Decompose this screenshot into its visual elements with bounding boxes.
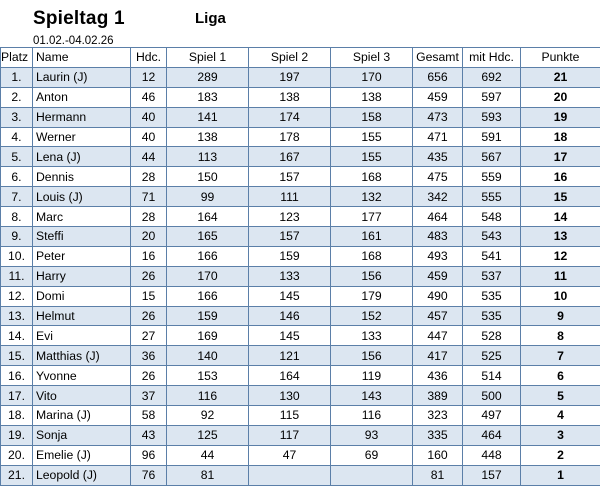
cell-points: 3 bbox=[521, 425, 600, 445]
cell-place: 12. bbox=[1, 286, 33, 306]
cell-points: 1 bbox=[521, 465, 600, 485]
table-row bbox=[1, 167, 600, 187]
table-row bbox=[1, 346, 600, 366]
cell-total: 447 bbox=[413, 326, 463, 346]
table-row bbox=[1, 286, 600, 306]
cell-total-with-handicap: 559 bbox=[463, 167, 521, 187]
cell-total: 493 bbox=[413, 246, 463, 266]
cell-handicap: 16 bbox=[131, 246, 167, 266]
cell-total: 436 bbox=[413, 366, 463, 386]
cell-name: Laurin (J) bbox=[33, 67, 131, 87]
cell-game-1: 166 bbox=[167, 286, 249, 306]
cell-total-with-handicap: 525 bbox=[463, 346, 521, 366]
results-table bbox=[0, 47, 600, 486]
header-game-3: Spiel 3 bbox=[331, 48, 413, 68]
cell-total: 464 bbox=[413, 207, 463, 227]
cell-game-2: 121 bbox=[249, 346, 331, 366]
cell-game-3: 119 bbox=[331, 366, 413, 386]
cell-place: 10. bbox=[1, 246, 33, 266]
cell-total: 81 bbox=[413, 465, 463, 485]
cell-total: 459 bbox=[413, 87, 463, 107]
cell-total: 473 bbox=[413, 107, 463, 127]
cell-game-2: 157 bbox=[249, 167, 331, 187]
cell-game-2: 157 bbox=[249, 227, 331, 247]
cell-points: 10 bbox=[521, 286, 600, 306]
cell-place: 11. bbox=[1, 266, 33, 286]
cell-game-1: 159 bbox=[167, 306, 249, 326]
cell-total-with-handicap: 500 bbox=[463, 386, 521, 406]
cell-name: Anton bbox=[33, 87, 131, 107]
cell-game-3: 69 bbox=[331, 445, 413, 465]
cell-place: 19. bbox=[1, 425, 33, 445]
cell-game-3: 158 bbox=[331, 107, 413, 127]
cell-name: Emelie (J) bbox=[33, 445, 131, 465]
league-label: Liga bbox=[195, 10, 226, 27]
cell-total: 656 bbox=[413, 67, 463, 87]
cell-total: 417 bbox=[413, 346, 463, 366]
cell-game-3: 133 bbox=[331, 326, 413, 346]
cell-game-1: 183 bbox=[167, 87, 249, 107]
cell-game-2: 130 bbox=[249, 386, 331, 406]
cell-game-2: 159 bbox=[249, 246, 331, 266]
cell-place: 9. bbox=[1, 227, 33, 247]
table-row bbox=[1, 87, 600, 107]
header-handicap: Hdc. bbox=[131, 48, 167, 68]
cell-points: 18 bbox=[521, 127, 600, 147]
cell-handicap: 40 bbox=[131, 107, 167, 127]
cell-game-2: 115 bbox=[249, 406, 331, 426]
cell-handicap: 37 bbox=[131, 386, 167, 406]
cell-game-3: 132 bbox=[331, 187, 413, 207]
cell-place: 16. bbox=[1, 366, 33, 386]
cell-game-1: 99 bbox=[167, 187, 249, 207]
cell-total: 457 bbox=[413, 306, 463, 326]
cell-game-1: 169 bbox=[167, 326, 249, 346]
cell-total-with-handicap: 543 bbox=[463, 227, 521, 247]
cell-game-2: 174 bbox=[249, 107, 331, 127]
cell-points: 5 bbox=[521, 386, 600, 406]
results-table-body bbox=[1, 67, 600, 485]
cell-points: 17 bbox=[521, 147, 600, 167]
cell-total-with-handicap: 535 bbox=[463, 306, 521, 326]
cell-points: 4 bbox=[521, 406, 600, 426]
cell-points: 12 bbox=[521, 246, 600, 266]
cell-game-1: 153 bbox=[167, 366, 249, 386]
cell-game-2: 138 bbox=[249, 87, 331, 107]
cell-place: 14. bbox=[1, 326, 33, 346]
cell-total: 471 bbox=[413, 127, 463, 147]
table-row bbox=[1, 366, 600, 386]
table-row bbox=[1, 425, 600, 445]
cell-total-with-handicap: 555 bbox=[463, 187, 521, 207]
cell-name: Hermann bbox=[33, 107, 131, 127]
cell-name: Werner bbox=[33, 127, 131, 147]
cell-total: 335 bbox=[413, 425, 463, 445]
cell-game-1: 166 bbox=[167, 246, 249, 266]
cell-handicap: 28 bbox=[131, 207, 167, 227]
cell-place: 5. bbox=[1, 147, 33, 167]
cell-points: 7 bbox=[521, 346, 600, 366]
cell-place: 21. bbox=[1, 465, 33, 485]
cell-game-3: 156 bbox=[331, 266, 413, 286]
header-points: Punkte bbox=[521, 48, 600, 68]
cell-game-2: 117 bbox=[249, 425, 331, 445]
cell-name: Evi bbox=[33, 326, 131, 346]
table-row bbox=[1, 207, 600, 227]
cell-game-1: 150 bbox=[167, 167, 249, 187]
cell-game-1: 113 bbox=[167, 147, 249, 167]
cell-game-1: 164 bbox=[167, 207, 249, 227]
cell-total-with-handicap: 535 bbox=[463, 286, 521, 306]
cell-total: 459 bbox=[413, 266, 463, 286]
cell-game-3: 179 bbox=[331, 286, 413, 306]
cell-game-2 bbox=[249, 465, 331, 485]
cell-handicap: 28 bbox=[131, 167, 167, 187]
cell-points: 21 bbox=[521, 67, 600, 87]
table-row bbox=[1, 107, 600, 127]
cell-handicap: 27 bbox=[131, 326, 167, 346]
cell-total: 342 bbox=[413, 187, 463, 207]
date-range: 01.02.-04.02.26 bbox=[33, 35, 114, 47]
cell-total-with-handicap: 497 bbox=[463, 406, 521, 426]
cell-game-2: 146 bbox=[249, 306, 331, 326]
cell-game-1: 125 bbox=[167, 425, 249, 445]
cell-handicap: 26 bbox=[131, 366, 167, 386]
cell-points: 8 bbox=[521, 326, 600, 346]
cell-place: 1. bbox=[1, 67, 33, 87]
cell-game-3 bbox=[331, 465, 413, 485]
cell-total-with-handicap: 514 bbox=[463, 366, 521, 386]
cell-points: 19 bbox=[521, 107, 600, 127]
cell-total: 475 bbox=[413, 167, 463, 187]
cell-name: Steffi bbox=[33, 227, 131, 247]
cell-total-with-handicap: 448 bbox=[463, 445, 521, 465]
header-place: Platz bbox=[1, 48, 33, 68]
cell-points: 14 bbox=[521, 207, 600, 227]
cell-game-3: 138 bbox=[331, 87, 413, 107]
cell-name: Harry bbox=[33, 266, 131, 286]
table-row bbox=[1, 187, 600, 207]
cell-game-3: 161 bbox=[331, 227, 413, 247]
cell-name: Marina (J) bbox=[33, 406, 131, 426]
cell-game-3: 93 bbox=[331, 425, 413, 445]
cell-handicap: 76 bbox=[131, 465, 167, 485]
cell-total-with-handicap: 692 bbox=[463, 67, 521, 87]
cell-name: Lena (J) bbox=[33, 147, 131, 167]
cell-place: 15. bbox=[1, 346, 33, 366]
table-row bbox=[1, 326, 600, 346]
table-row bbox=[1, 445, 600, 465]
cell-place: 8. bbox=[1, 207, 33, 227]
cell-points: 2 bbox=[521, 445, 600, 465]
cell-handicap: 15 bbox=[131, 286, 167, 306]
cell-game-3: 156 bbox=[331, 346, 413, 366]
table-row bbox=[1, 386, 600, 406]
cell-total: 323 bbox=[413, 406, 463, 426]
cell-game-1: 116 bbox=[167, 386, 249, 406]
cell-place: 20. bbox=[1, 445, 33, 465]
cell-game-3: 155 bbox=[331, 147, 413, 167]
cell-points: 15 bbox=[521, 187, 600, 207]
header-total: Gesamt bbox=[413, 48, 463, 68]
cell-total: 389 bbox=[413, 386, 463, 406]
table-row bbox=[1, 147, 600, 167]
cell-game-1: 170 bbox=[167, 266, 249, 286]
table-header-row bbox=[1, 48, 600, 68]
table-row bbox=[1, 465, 600, 485]
cell-game-3: 116 bbox=[331, 406, 413, 426]
cell-handicap: 43 bbox=[131, 425, 167, 445]
header-name: Name bbox=[33, 48, 131, 68]
cell-handicap: 26 bbox=[131, 266, 167, 286]
cell-game-3: 168 bbox=[331, 167, 413, 187]
cell-name: Louis (J) bbox=[33, 187, 131, 207]
cell-game-1: 138 bbox=[167, 127, 249, 147]
cell-total-with-handicap: 567 bbox=[463, 147, 521, 167]
cell-place: 6. bbox=[1, 167, 33, 187]
cell-name: Matthias (J) bbox=[33, 346, 131, 366]
cell-game-3: 152 bbox=[331, 306, 413, 326]
header-total-with-handicap: mit Hdc. bbox=[463, 48, 521, 68]
cell-points: 11 bbox=[521, 266, 600, 286]
cell-name: Dennis bbox=[33, 167, 131, 187]
cell-game-2: 167 bbox=[249, 147, 331, 167]
cell-handicap: 71 bbox=[131, 187, 167, 207]
cell-total-with-handicap: 597 bbox=[463, 87, 521, 107]
cell-game-2: 197 bbox=[249, 67, 331, 87]
cell-game-1: 141 bbox=[167, 107, 249, 127]
cell-game-1: 81 bbox=[167, 465, 249, 485]
cell-handicap: 12 bbox=[131, 67, 167, 87]
table-row bbox=[1, 406, 600, 426]
cell-game-2: 47 bbox=[249, 445, 331, 465]
cell-game-2: 178 bbox=[249, 127, 331, 147]
cell-game-2: 111 bbox=[249, 187, 331, 207]
cell-name: Domi bbox=[33, 286, 131, 306]
cell-game-1: 92 bbox=[167, 406, 249, 426]
cell-game-1: 140 bbox=[167, 346, 249, 366]
table-row bbox=[1, 227, 600, 247]
cell-name: Helmut bbox=[33, 306, 131, 326]
cell-total-with-handicap: 528 bbox=[463, 326, 521, 346]
cell-total-with-handicap: 591 bbox=[463, 127, 521, 147]
cell-game-3: 143 bbox=[331, 386, 413, 406]
cell-game-1: 289 bbox=[167, 67, 249, 87]
cell-name: Peter bbox=[33, 246, 131, 266]
cell-total: 490 bbox=[413, 286, 463, 306]
cell-total: 483 bbox=[413, 227, 463, 247]
cell-game-3: 170 bbox=[331, 67, 413, 87]
cell-game-2: 145 bbox=[249, 286, 331, 306]
cell-place: 17. bbox=[1, 386, 33, 406]
cell-game-2: 145 bbox=[249, 326, 331, 346]
table-row bbox=[1, 246, 600, 266]
cell-name: Marc bbox=[33, 207, 131, 227]
cell-name: Yvonne bbox=[33, 366, 131, 386]
cell-handicap: 96 bbox=[131, 445, 167, 465]
cell-handicap: 26 bbox=[131, 306, 167, 326]
header-game-2: Spiel 2 bbox=[249, 48, 331, 68]
cell-points: 16 bbox=[521, 167, 600, 187]
cell-place: 7. bbox=[1, 187, 33, 207]
cell-total-with-handicap: 464 bbox=[463, 425, 521, 445]
cell-handicap: 40 bbox=[131, 127, 167, 147]
cell-game-2: 164 bbox=[249, 366, 331, 386]
cell-total-with-handicap: 548 bbox=[463, 207, 521, 227]
cell-handicap: 58 bbox=[131, 406, 167, 426]
cell-handicap: 44 bbox=[131, 147, 167, 167]
cell-place: 2. bbox=[1, 87, 33, 107]
cell-total-with-handicap: 537 bbox=[463, 266, 521, 286]
cell-game-1: 165 bbox=[167, 227, 249, 247]
table-row bbox=[1, 127, 600, 147]
cell-total-with-handicap: 157 bbox=[463, 465, 521, 485]
cell-game-2: 123 bbox=[249, 207, 331, 227]
cell-game-3: 168 bbox=[331, 246, 413, 266]
cell-points: 6 bbox=[521, 366, 600, 386]
cell-place: 3. bbox=[1, 107, 33, 127]
cell-handicap: 20 bbox=[131, 227, 167, 247]
cell-game-3: 155 bbox=[331, 127, 413, 147]
cell-handicap: 46 bbox=[131, 87, 167, 107]
cell-total: 435 bbox=[413, 147, 463, 167]
table-row bbox=[1, 266, 600, 286]
cell-place: 13. bbox=[1, 306, 33, 326]
cell-place: 4. bbox=[1, 127, 33, 147]
cell-place: 18. bbox=[1, 406, 33, 426]
cell-total-with-handicap: 593 bbox=[463, 107, 521, 127]
cell-handicap: 36 bbox=[131, 346, 167, 366]
cell-name: Sonja bbox=[33, 425, 131, 445]
cell-points: 20 bbox=[521, 87, 600, 107]
page-title: Spieltag 1 bbox=[33, 8, 125, 30]
cell-game-1: 44 bbox=[167, 445, 249, 465]
table-row bbox=[1, 67, 600, 87]
cell-points: 9 bbox=[521, 306, 600, 326]
cell-name: Vito bbox=[33, 386, 131, 406]
cell-game-2: 133 bbox=[249, 266, 331, 286]
cell-total: 160 bbox=[413, 445, 463, 465]
cell-total-with-handicap: 541 bbox=[463, 246, 521, 266]
table-row bbox=[1, 306, 600, 326]
cell-game-3: 177 bbox=[331, 207, 413, 227]
cell-points: 13 bbox=[521, 227, 600, 247]
cell-name: Leopold (J) bbox=[33, 465, 131, 485]
header-game-1: Spiel 1 bbox=[167, 48, 249, 68]
